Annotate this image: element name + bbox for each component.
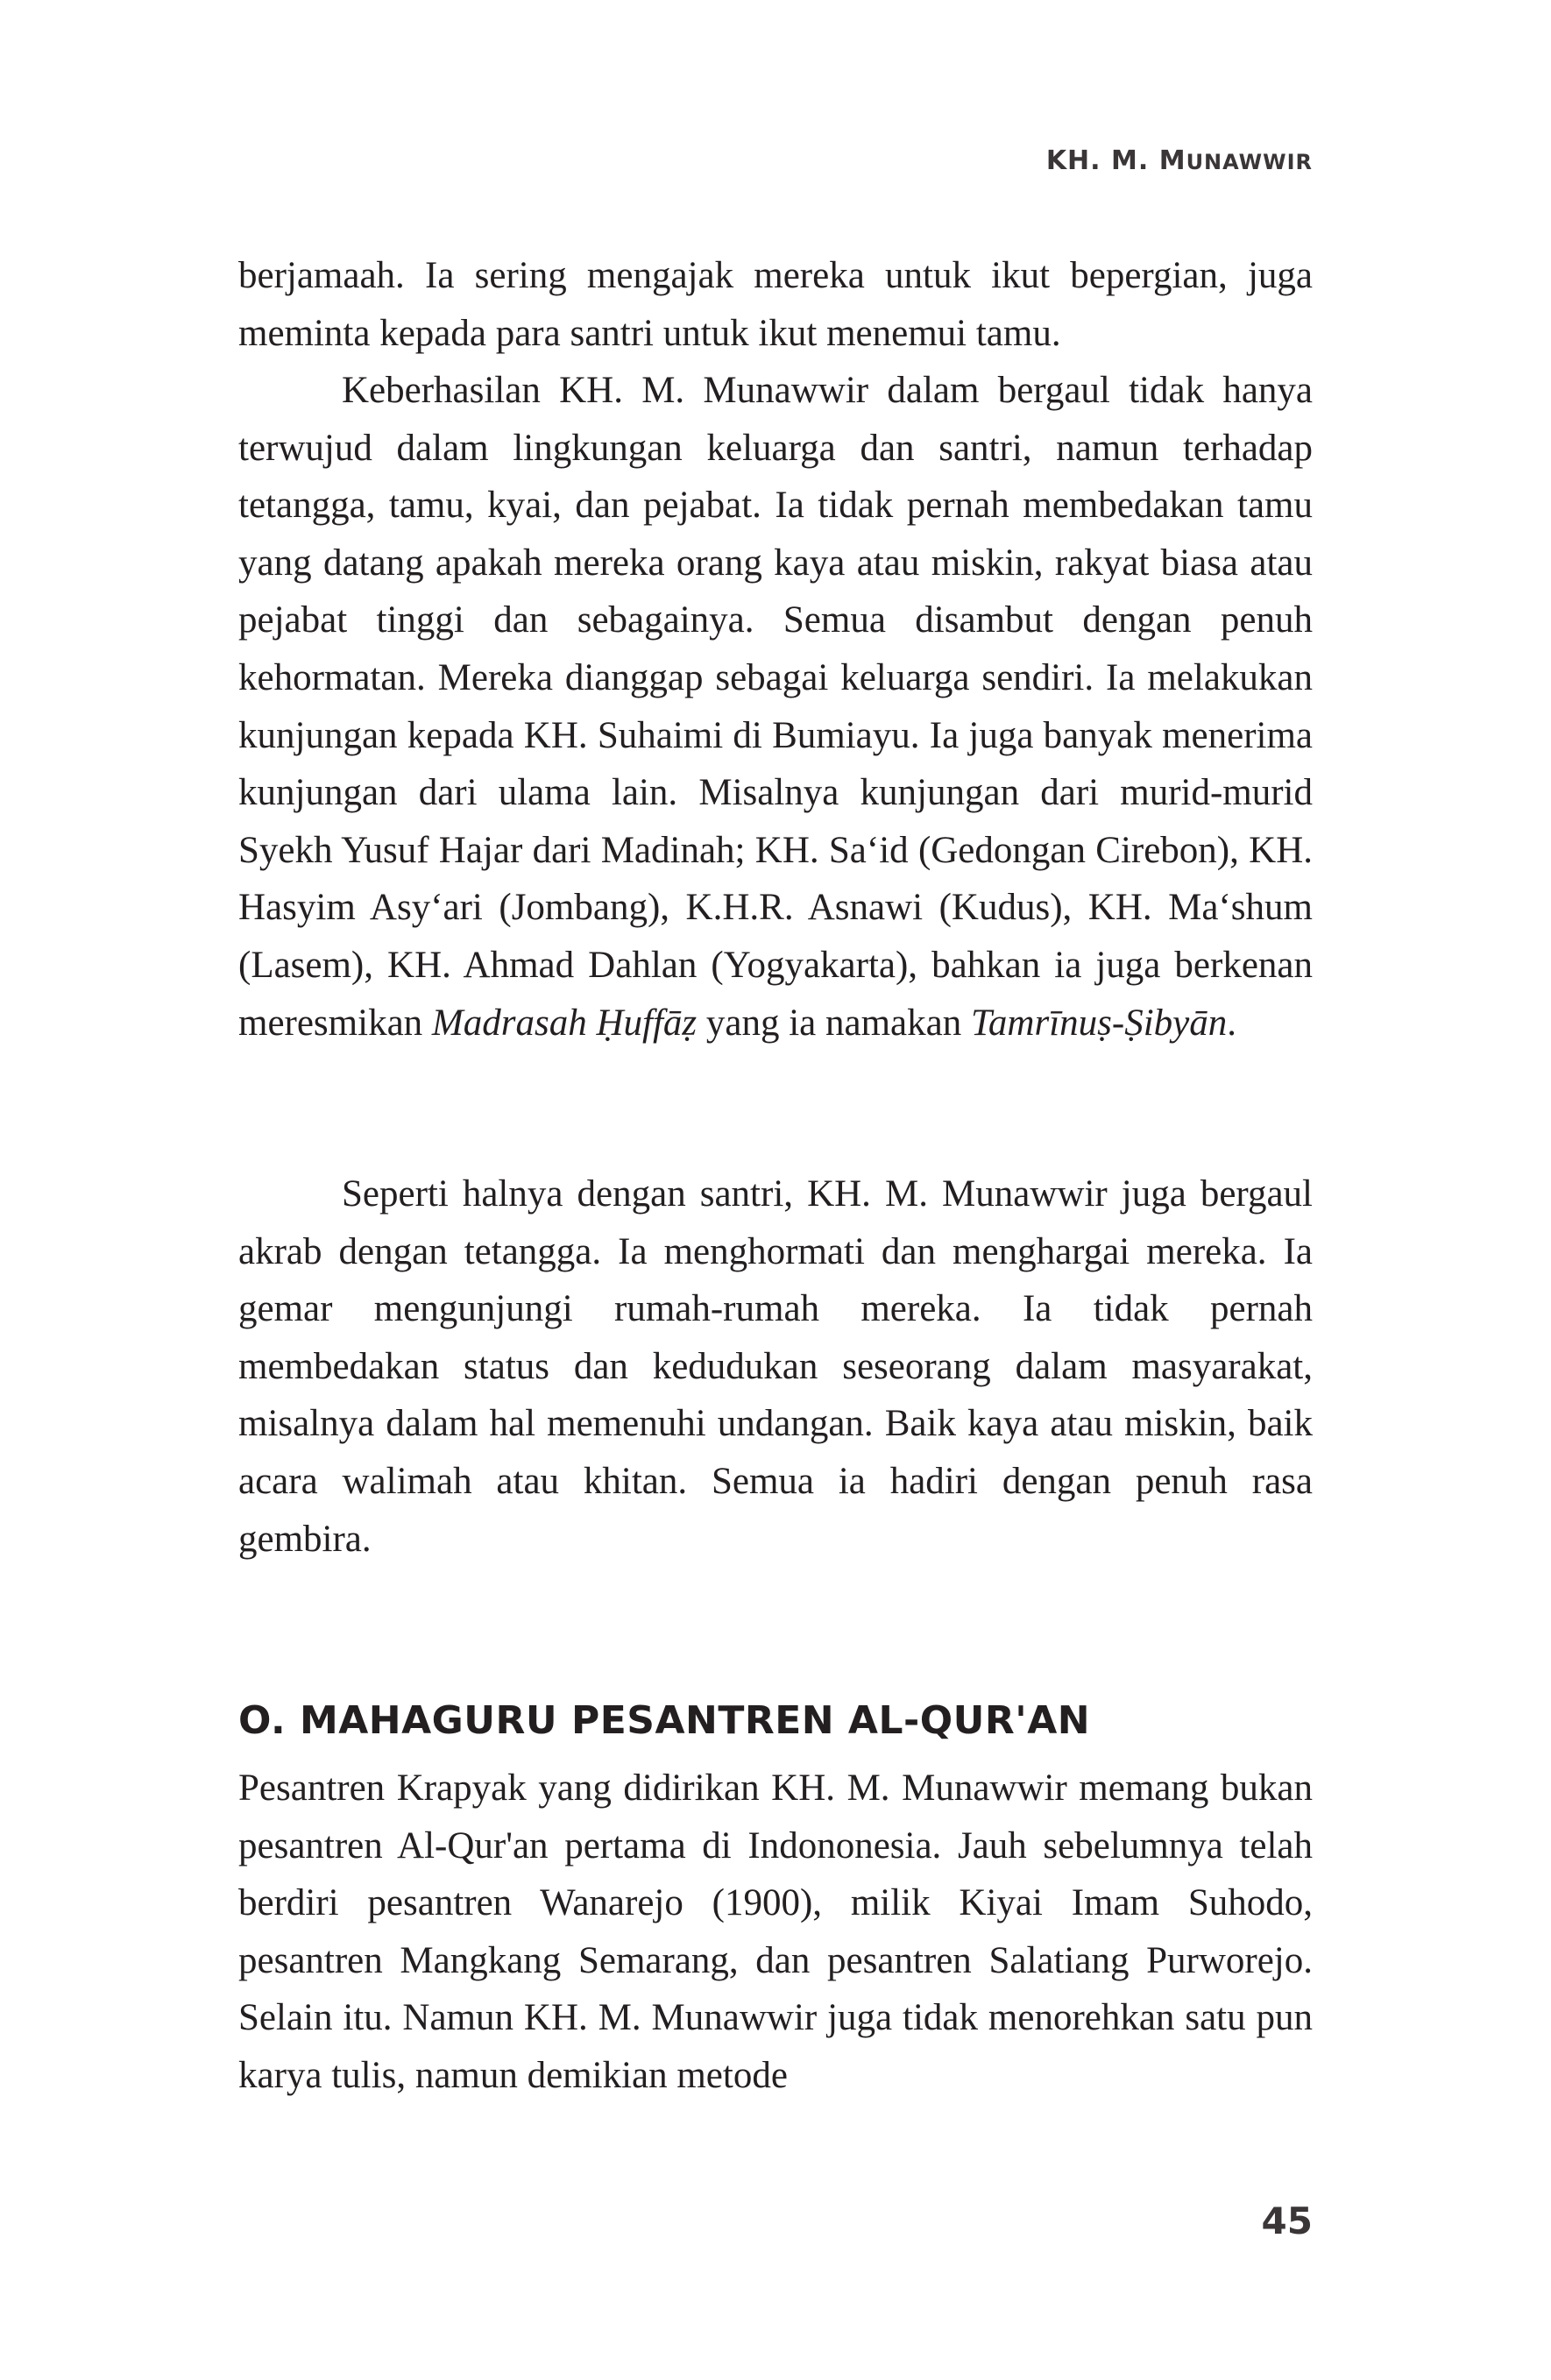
paragraph-seperti	[238, 1165, 1313, 1568]
section-heading: O. MAHAGURU PESANTREN AL-QUR'AN	[238, 1698, 1091, 1743]
paragraph-keberhasilan	[238, 362, 1313, 1052]
paragraph-1: berjamaah. Ia sering mengajak mereka untuk ikut bepergian, juga meminta kepada para santri untuk ikut menemui tamu.	[238, 255, 1313, 354]
running-header-prefix: KH. M. M	[1045, 145, 1186, 176]
paragraph-3: Seperti halnya dengan santri, KH. M. Munawwir juga bergaul akrab dengan tetangga. Ia menghormati dan menghargai mereka. Ia gemar mengunjungi rumah-rumah mereka. Ia tidak pernah membedakan status dan kedudukan seseorang dalam masyarakat, misalnya dalam hal memenuhi undangan. Baik kaya atau miskin, baik acara walimah atau khitan. Semua ia hadiri dengan penuh rasa gembira.	[238, 1173, 1313, 1560]
page-number: 45	[1261, 2199, 1313, 2242]
paragraph-pesantren	[238, 1760, 1313, 2105]
paragraph-4: Pesantren Krapyak yang didirikan KH. M. Munawwir memang bukan pesantren Al-Qur'an pertama di Indononesia. Jauh sebelumnya telah berdiri pesantren Wanarejo (1900), milik Kiyai Imam Suhodo, pesantren Mangkang Semarang, dan pesantren Salatiang Purworejo. Selain itu. Namun KH. M. Munawwir juga tidak menorehkan satu pun karya tulis, namun demikian metode	[238, 1767, 1313, 2096]
paragraph-2-end: .	[1227, 1002, 1236, 1044]
paragraph-2-italic-madrasah: Madrasah Ḥuffāẓ	[431, 1002, 698, 1044]
paragraph-2-main: Keberhasilan KH. M. Munawwir dalam bergaul tidak hanya terwujud dalam lingkungan keluarga dan santri, namun terhadap tetangga, tamu, kyai, dan pejabat. Ia tidak pernah membedakan tamu yang datang apakah mereka orang kaya atau miskin, rakyat biasa atau pejabat tinggi dan sebagainya. Semua disambut dengan penuh kehormatan. Mereka dianggap sebagai keluarga sendiri. Ia melakukan kunjungan kepada KH. Suhaimi di Bumiayu. Ia juga banyak menerima kunjungan dari ulama lain. Misalnya kunjungan dari murid-murid Syekh Yusuf Hajar dari Madinah; KH. Sa‘id (Gedongan Cirebon), KH. Hasyim Asy‘ari (Jombang), K.H.R. Asnawi (Kudus), KH. Ma‘shum (Lasem), KH. Ahmad Dahlan (Yogyakarta), bahkan ia juga berkenan meresmikan	[238, 370, 1313, 1044]
paragraph-2-mid: yang ia namakan	[697, 1002, 971, 1044]
paragraph-2	[238, 362, 1313, 1052]
paragraph-2-italic-tamrinus: Tamrīnuṣ-Ṣibyān	[970, 1002, 1228, 1044]
running-header	[1046, 145, 1313, 176]
paragraph-continued	[238, 247, 1313, 362]
running-header-rest: UNAWWIR	[1186, 150, 1313, 174]
